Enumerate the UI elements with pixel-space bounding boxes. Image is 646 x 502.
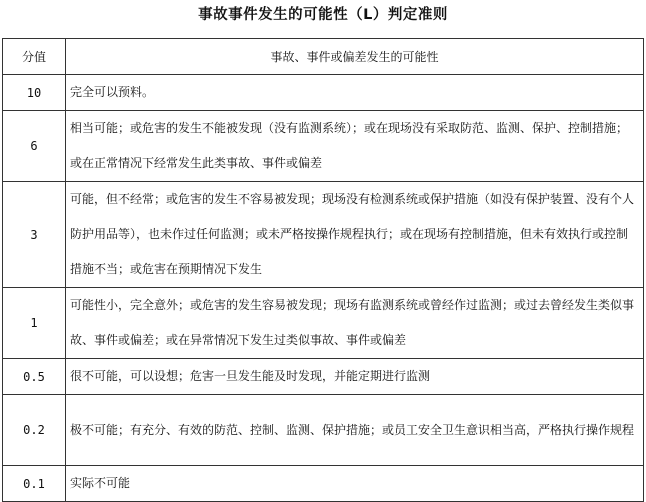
header-description: 事故、事件或偏差发生的可能性 [66,39,644,75]
description-text: 极不可能；有充分、有效的防范、控制、监测、保护措施；或员工安全卫生意识相当高，严格执行操作规程 [70,422,635,437]
score-cell: 0.5 [3,359,66,395]
description-cell [66,466,644,502]
table-row [3,466,644,502]
table-title: 事故事件发生的可能性（L）判定准则 [198,7,448,23]
score-cell: 1 [3,288,66,359]
description-cell [66,288,644,359]
description-cell [66,111,644,182]
description-cell [66,75,644,111]
table-row [3,288,644,359]
description-text: 可能性小，完全意外；或危害的发生容易被发现；现场有监测系统或曾经作过监测；或过去曾经发生类似事故、事件或偏差；或在异常情况下发生过类似事故、事件或偏差 [70,298,635,347]
score-cell: 3 [3,182,66,288]
table-row [3,111,644,182]
description-text: 完全可以预料。 [70,85,155,99]
table-row [3,395,644,466]
header-score: 分值 [3,39,66,75]
score-cell: 0.2 [3,395,66,466]
likelihood-criteria-table [2,38,644,502]
table-header-row [3,39,644,75]
score-cell: 0.1 [3,466,66,502]
description-cell [66,182,644,288]
table-row [3,182,644,288]
table-row [3,75,644,111]
description-text: 可能，但不经常；或危害的发生不容易被发现；现场没有检测系统或保护措施（如没有保护装置、没有个人防护用品等），也未作过任何监测；或未严格按操作规程执行；或在现场有控制措施，但未有效执行或控制措施不当；或危害在预期情况下发生 [70,192,635,276]
description-cell [66,395,644,466]
score-cell: 10 [3,75,66,111]
description-text: 相当可能；或危害的发生不能被发现（没有监测系统）；或在现场没有采取防范、监测、保护、控制措施；或在正常情况下经常发生此类事故、事件或偏差 [70,121,629,170]
description-cell [66,359,644,395]
description-text: 实际不可能 [70,476,131,490]
score-cell: 6 [3,111,66,182]
description-text: 很不可能，可以设想；危害一旦发生能及时发现，并能定期进行监测 [70,369,431,383]
table-row [3,359,644,395]
